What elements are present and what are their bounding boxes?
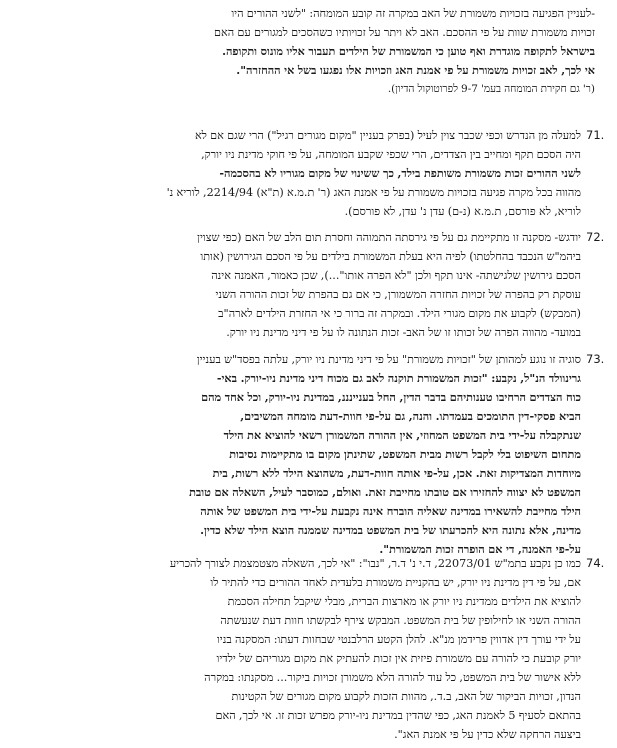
intro-note: (ר' גם חקירת המומחה בעמ' 9-7 לפרוטוקול הדיון). (387, 83, 595, 95)
paragraph-number: 72. (586, 230, 605, 244)
paragraph-line: הביא פסקי-דין התומכים בעמדתו. והנה, גם על-פי חוות-דעת מומחה המשיבים, (240, 409, 581, 423)
paragraph-line: ההורה השני או לחילופין של בית המשפט. המבקש צירף לבקשתו חוות דעת שנעשתה (220, 614, 581, 627)
paragraph-line: אם, על פי דין מדינת ניו יורק, יש בהקניית משמורת בלעדית לאחד ההורים כדי להתיר לו (210, 576, 581, 589)
intro-line: אי לכך, לאב זכויות משמורת על פי אמנת האג וזכויות אלו נפגעו בשל אי ההחזרה". (236, 63, 595, 77)
paragraph-line: לוריא, לא פורסם, ת.מ.א (נ-ם) עדן נ' עדן, לא פורסם). (344, 205, 581, 218)
paragraph-line: מהווה בכל מקרה פגיעה בזכויות משמורת על פי אמנת האג (ר' ת.מ.א (ת"א) 2214/94, לוריא נ' (166, 186, 581, 199)
paragraph-72 (22, 228, 581, 342)
paragraph-line: בהתאם לסעיף 5 לאמנת האג, כפי שהדין במדינת ניו-יורק מפרש זכות זו. אי לכך, האם (215, 709, 581, 722)
paragraph-line: ביהמ"ש הנכבד בהחלטתו) לפיה היא בעלת המשמורת בילדים על פי הסכם הגירושין (אותו (200, 250, 581, 263)
intro-quote (22, 4, 595, 99)
paragraph-line: היה הסכם תקף ומחייב בין הצדדים, הרי שכפי שקבע המומחה, על פי חוקי מדינת ניו יורק, (201, 148, 581, 161)
paragraph-73 (22, 350, 581, 559)
paragraph-line: מדינה, אלא נתונה היא להכרעתו של בית המשפט במדינה שממנה הוצא הילד שלא כדין. (200, 523, 581, 537)
paragraph-line: לשני ההורים זכות משמורת משותפת בילד, כך ששינוי של מקום מגוריו לא בהסכמה- (219, 166, 581, 180)
paragraph-number: 71. (586, 128, 605, 142)
paragraph-line: הסכם גירושין שלגישתה- אינו תקף ולכן "לא הפרה אותו"...), שכן כאמור, האמנה אינה (211, 269, 581, 282)
paragraph-line: להוציא את הילדים ממדינת ניו יורק או מארצות הברית, מבלי שיקבל תחילה הסכמת (227, 595, 581, 608)
paragraph-line: על ידי עורך דין אדווין פרידמן מנ"א. להלן הקטע הרלבנטי שבחוות דעתו: המסקנה בניו (216, 633, 581, 646)
intro-line: בישראל לתקופה מוגדרת ואף טוען כי המשמורת של הילדים תעבור אליו מונוס ותקופה. (222, 44, 595, 58)
paragraph-line: שנתקבלה על-ידי בית המשפט המחוזי, אין ההורה המשמורן רשאי להוציא את הילד (223, 428, 581, 442)
paragraph-line: הילד מחייבת להשאירו במדינה שאליה הוברח אינה נקבעת על-ידי בית המשפט של אותה (200, 504, 581, 518)
paragraph-number: 73. (586, 352, 605, 366)
paragraph-line: סוגיה זו נוגע למהותן של "זכויות משמורת" על פי דיני מדינת ניו יורק, עלתה בפסד"ש בעניין (196, 353, 581, 366)
paragraph-line: יודגש- מסקנה זו מתקיימת גם על פי גירסתה התמוהה וחסרת תום הלב של האם (כפי שצוין (197, 231, 581, 244)
paragraph-line: גרינוולד הנ"ל, נקבע: "זכות המשמורת תוקנה לאב גם מכוח דיני מדינת ניו-יורק. באי- (216, 371, 581, 385)
paragraph-line: כוח הצדדים הרחיבו טענותיהם בדבר הדין, החל בעניינננ, במדינת ניו-יורק, וכל אחד מהם (201, 390, 581, 404)
paragraph-line: למעלה מן הנדרש וכפי שכבר צוין לעיל (בפרק בעניין "מקום מגורים רגיל") הרי שגם אם לא (194, 129, 581, 142)
paragraph-number: 74. (586, 556, 605, 570)
paragraph-line: (המבקש) לקבוע את מקום מגורי הילד. ובמקרה זה ברור כי אי החזרת הילדים לארה"ב (218, 307, 581, 320)
paragraph-line: ללא אישור של בית המשפט, כל עוד להורה הלא משמורן זכויות ביקור... מסקנתו: במקרה (204, 671, 581, 684)
paragraph-line: מיוחדות המצדיקות זאת. אכן, על-פי אותה חוות-דעת, משהוצא הילד ללא רשות, בית (212, 466, 581, 480)
paragraph-line: במועד- מהווה הפרה של זכותו זו של האב- זכות הנתונה לו על פי דיני מדינת ניו יורק. (226, 326, 581, 339)
paragraph-line: הנדון, זכויות הביקור של האב, ב.ד., מהוות הזכות לקבוע מקום מגורים של הקטינות (231, 690, 581, 703)
paragraph-line: יורק קובעת כי להורה עם משמורת פיזית אין זכות להעתיק את מקום מגוריהם של ילדיו (216, 652, 581, 665)
paragraph-71 (22, 126, 581, 221)
paragraph-line: עוסקת רק בהפרה של זכויות החזרה המשמורן, כי אם גם בהפרת של זכות ההורה השני (215, 288, 581, 301)
paragraph-line: כמו כן נקבע בתמ"ש 22073/01, ד.י נ' ד.ר, "נבו": "אי לכך, השאלה מצטמצמת לצורך להכריע (169, 557, 581, 570)
paragraph-74 (22, 554, 581, 744)
paragraph-line: המשפט לא יצווה להחזירו אם טובתו מחייבת זאת. ואולם, כמוסבר לעיל, השאלה אם טובת (189, 485, 581, 499)
intro-line: -לעניין הפגיעה בזכויות משמורת של האב במקרה זה קובע המומחה: "לשני ההורים היו (231, 7, 595, 20)
intro-line: זכויות משמורת שוות על פי ההסכם. האב לא ויתר על זכויותיו כשהסכים למגורים עם האם (214, 26, 595, 39)
paragraph-line: מתחום השיפוט בלי לקבל רשות מבית המשפט, שתינתן מקום בו מתקיימות נסיבות (229, 447, 581, 461)
paragraph-line: ביצעה הרחקה שלא כדין על פי אמנת האג". (394, 728, 581, 741)
paragraph-line: על-פי האמנה, די אם הופרה זכות המשמורת". (379, 542, 581, 556)
